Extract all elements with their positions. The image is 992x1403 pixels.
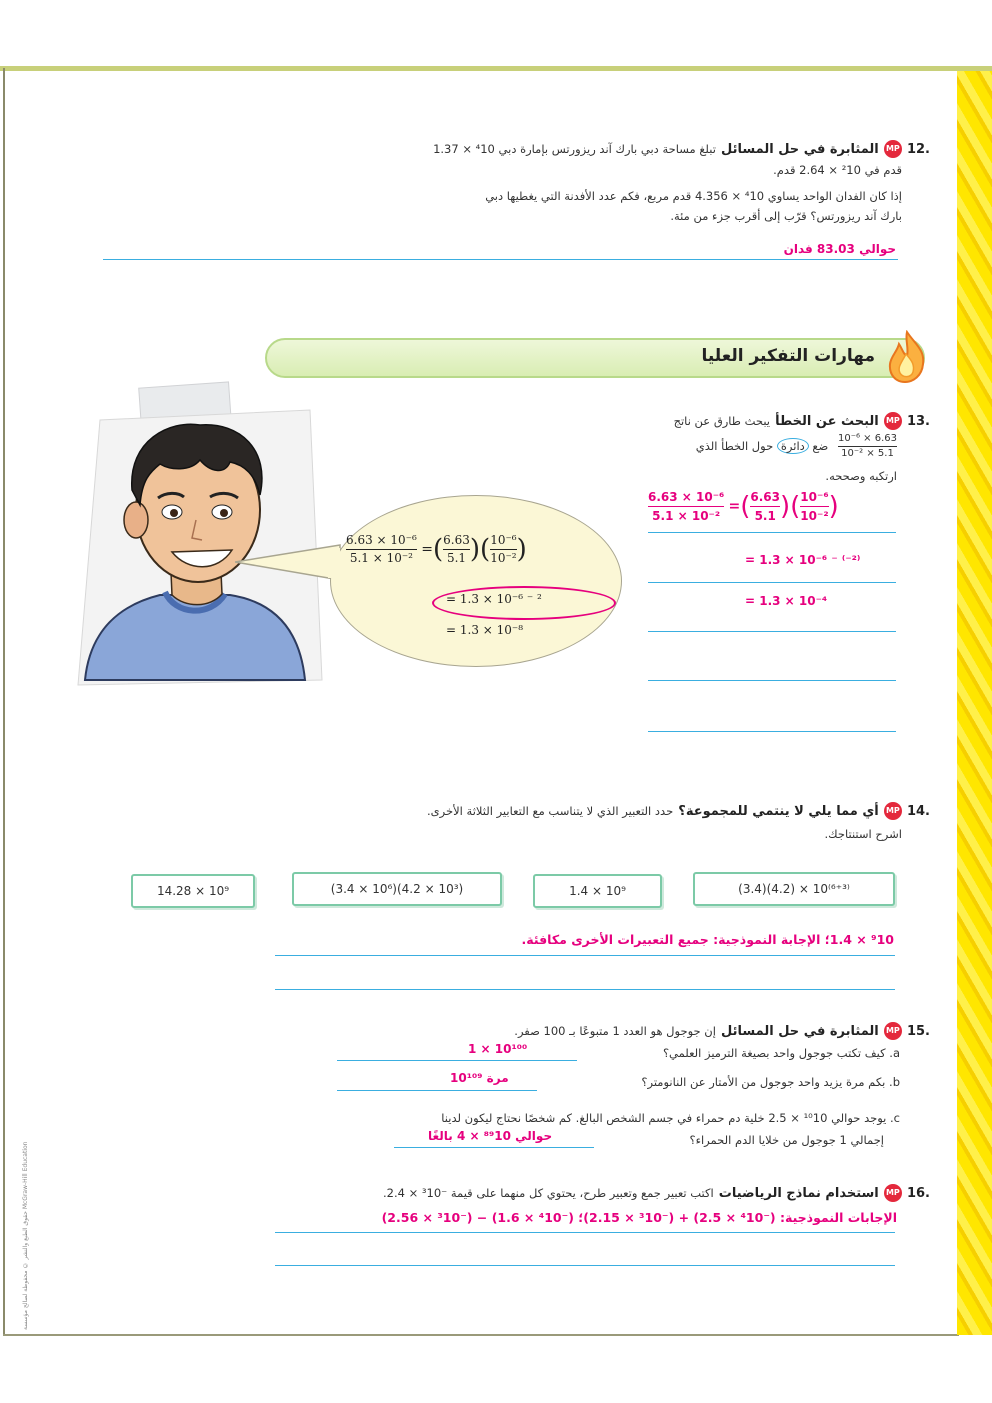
q15-part-a bbox=[580, 1043, 900, 1063]
q14-answer: ⁹10 × 1.4؛ الإجابة النموذجية: جميع التعبيرات الأخرى مكافئة. bbox=[521, 932, 894, 947]
q16-line1 bbox=[275, 1232, 895, 1233]
q15-a-line bbox=[337, 1060, 577, 1061]
q15-c-answer: حوالي ⁸⁹10 × 4 بالغًا bbox=[428, 1129, 553, 1143]
bubble-p2-den: 10⁻² bbox=[490, 551, 517, 565]
q13-answer-eq1: $\frac{\text{6.63 × 10⁻⁶}}{\text{5.1 × 10⁻²}}$ =( $\frac{6.63}{5.1}$ )( $\frac{\text{10⁻⁶}}{\text{10⁻²}}$ ) bbox=[648, 490, 839, 523]
q13-instruction-line bbox=[597, 432, 897, 461]
q13-header bbox=[610, 410, 930, 431]
mp-badge-icon: MP bbox=[884, 1184, 902, 1202]
section-title: مهارات التفكير العليا bbox=[701, 346, 875, 366]
q13-frac-num: 6.63 × 10⁻⁶ bbox=[838, 432, 897, 447]
q13-title: البحث عن الخطأ bbox=[775, 414, 879, 429]
q15-b-text: بكم مرة يزيد واحد جوجول من الأمتار عن النانومتر؟ bbox=[641, 1075, 886, 1089]
bubble-p2-num: 10⁻⁶ bbox=[490, 532, 516, 550]
q13-instr-b: حول الخطأ الذي bbox=[695, 439, 774, 453]
q14-option-box-4: 14.28 × 10⁹ bbox=[131, 874, 255, 908]
q12-header bbox=[290, 138, 930, 159]
bubble-p2 bbox=[490, 532, 516, 567]
student-illustration bbox=[60, 380, 360, 690]
bubble-step2: = 1.3 × 10⁻⁶ ⁻ ² bbox=[446, 592, 542, 606]
q12-line3: إذا كان الفدان الواحد يساوي ⁴10 × 4.356 قدم مربع، فكم عدد الأفدنة التي يغطيها دبي bbox=[485, 189, 902, 203]
q13-answer-step2: = 1.3 × 10⁻⁶ ⁻ ⁽⁻²⁾ bbox=[745, 553, 861, 567]
q12-number: .12 bbox=[906, 142, 930, 157]
side-credit: حقوق الطبع والنشر © محفوظة لصالح مؤسسة McGraw-Hill Education bbox=[22, 1141, 29, 1330]
q13-ans-p1-num: 6.63 bbox=[750, 488, 780, 507]
yellow-side-stripe bbox=[957, 71, 992, 1335]
q13-line4 bbox=[648, 680, 896, 681]
q15-a-text: كيف تكتب جوجول واحد بصيغة الترميز العلمي؟ bbox=[662, 1046, 886, 1060]
q14-header bbox=[250, 800, 930, 821]
q13-ans-p2 bbox=[800, 488, 828, 525]
q16-line2 bbox=[275, 1265, 895, 1266]
q13-ans-p1 bbox=[750, 488, 780, 525]
q15-intro: إن جوجول هو العدد 1 متبوعًا بـ 100 صفر. bbox=[514, 1024, 716, 1038]
q12-line2: قدم في ²10 × 2.64 قدم. bbox=[773, 163, 902, 177]
q13-number: .13 bbox=[906, 414, 930, 429]
q14-option-box-2: 1.4 × 10⁹ bbox=[533, 874, 662, 908]
q13-line3 bbox=[648, 631, 896, 632]
q14-number: .14 bbox=[906, 804, 930, 819]
bubble-lhs-num: 6.63 × 10⁻⁶ bbox=[346, 532, 417, 550]
q16-title: استخدام نماذج الرياضيات bbox=[718, 1186, 879, 1201]
q13-intro: يبحث طارق عن ناتج bbox=[673, 414, 770, 428]
q13-answer-step3: = 1.3 × 10⁻⁴ bbox=[745, 594, 828, 608]
q15-header bbox=[370, 1020, 930, 1041]
q14-option-box-1: (3.4)(4.2) × 10⁽⁶⁺³⁾ bbox=[693, 872, 895, 906]
bubble-equation: $\frac{\text{6.63 × 10⁻⁶}}{\text{5.1 × 10⁻²}}$ =( $\frac{6.63}{5.1}$ )( $\frac{\text{10⁻⁶}}{\text{10⁻²}}$ ) bbox=[346, 533, 527, 565]
q13-ans-lhs bbox=[648, 488, 724, 525]
q15-c-label: c. bbox=[890, 1111, 900, 1125]
q15-c-text2: إجمالي 1 جوجول من خلايا الدم الحمراء؟ bbox=[689, 1133, 884, 1147]
q14-title: أي مما يلي لا ينتمي للمجموعة؟ bbox=[678, 804, 879, 819]
q13-instr-c: ارتكبه وصححه. bbox=[825, 469, 897, 483]
q13-ans-p2-den: 10⁻² bbox=[800, 509, 829, 523]
q16-answer: الإجابات النموذجية: (⁻⁴10 × 2.5) + (⁻³10 × 2.15)؛ (⁻⁴10 × 1.6) − (⁻³10 × 2.56) bbox=[381, 1210, 897, 1225]
q12-answer: حوالي 83.03 فدان bbox=[783, 242, 896, 256]
q16-text: اكتب تعبير جمع وتعبير طرح، يحتوي كل منهما على قيمة ⁻³10 × 2.4. bbox=[383, 1186, 714, 1200]
q13-fraction bbox=[838, 432, 897, 461]
flame-icon bbox=[885, 330, 929, 384]
q12-answer-line bbox=[103, 259, 898, 260]
q15-a-answer: 1 × 10¹⁰⁰ bbox=[468, 1042, 528, 1056]
q14-text2: اشرح استنتاجك. bbox=[824, 827, 902, 841]
q13-ans-lhs-den: 5.1 × 10⁻² bbox=[652, 509, 721, 523]
mp-badge-icon: MP bbox=[884, 802, 902, 820]
q13-line2 bbox=[648, 582, 896, 583]
mp-badge-icon: MP bbox=[884, 1022, 902, 1040]
q15-part-c bbox=[240, 1108, 900, 1128]
q13-ans-lhs-num: 6.63 × 10⁻⁶ bbox=[648, 488, 724, 507]
bubble-step3: = 1.3 × 10⁻⁸ bbox=[446, 623, 524, 637]
q15-number: .15 bbox=[906, 1024, 930, 1039]
q15-c-text1: يوجد حوالي ¹⁰10 × 2.5 خلية دم حمراء في جسم الشخص البالغ. كم شخصًا نحتاج ليكون لدينا bbox=[441, 1111, 887, 1125]
speech-bubble bbox=[330, 495, 622, 667]
q14-text1: حدد التعبير الذي لا يتناسب مع التعابير الثلاثة الأخرى. bbox=[427, 804, 674, 818]
q15-part-b bbox=[540, 1072, 900, 1092]
q16-header bbox=[210, 1182, 930, 1203]
mp-badge-icon: MP bbox=[884, 412, 902, 430]
bubble-lhs bbox=[346, 532, 417, 567]
q15-c-line bbox=[394, 1147, 594, 1148]
q12-line1: تبلغ مساحة دبي بارك آند ريزورتس بإمارة دبي ⁴10 × 1.37 bbox=[433, 142, 716, 156]
bubble-tail-cover bbox=[328, 548, 340, 578]
q13-ans-p1-den: 5.1 bbox=[754, 509, 776, 523]
q13-circle-word: دائرة bbox=[777, 438, 809, 454]
bubble-p1-den: 5.1 bbox=[446, 551, 467, 565]
q14-option-box-3: (3.4 × 10⁶)(4.2 × 10³) bbox=[292, 872, 502, 906]
q13-line5 bbox=[648, 731, 896, 732]
q12-line4: بارك آند ريزورتس؟ قرّب إلى أقرب جزء من مئة. bbox=[670, 209, 902, 223]
q15-a-label: a. bbox=[889, 1046, 900, 1060]
q13-frac-den: 5.1 × 10⁻² bbox=[841, 448, 894, 459]
q15-b-label: b. bbox=[889, 1075, 900, 1089]
q16-number: .16 bbox=[906, 1186, 930, 1201]
bubble-lhs-den: 5.1 × 10⁻² bbox=[349, 551, 413, 565]
section-banner bbox=[265, 338, 925, 378]
bubble-p1-num: 6.63 bbox=[443, 532, 470, 550]
q15-title: المثابرة في حل المسائل bbox=[721, 1024, 879, 1039]
q14-line2 bbox=[275, 989, 895, 990]
left-border bbox=[3, 68, 5, 1336]
q13-instr-a: ضع bbox=[812, 439, 829, 453]
bottom-border bbox=[3, 1334, 959, 1336]
bubble-p1 bbox=[443, 532, 470, 567]
q13-line1 bbox=[648, 532, 896, 533]
top-border bbox=[0, 66, 992, 71]
q13-ans-p2-num: 10⁻⁶ bbox=[800, 488, 828, 507]
q15-b-answer: 10¹⁰⁹ مرة bbox=[450, 1071, 509, 1085]
q14-line1 bbox=[275, 955, 895, 956]
q12-title: المثابرة في حل المسائل bbox=[721, 142, 879, 157]
mp-badge-icon: MP bbox=[884, 140, 902, 158]
q15-b-line bbox=[337, 1090, 537, 1091]
